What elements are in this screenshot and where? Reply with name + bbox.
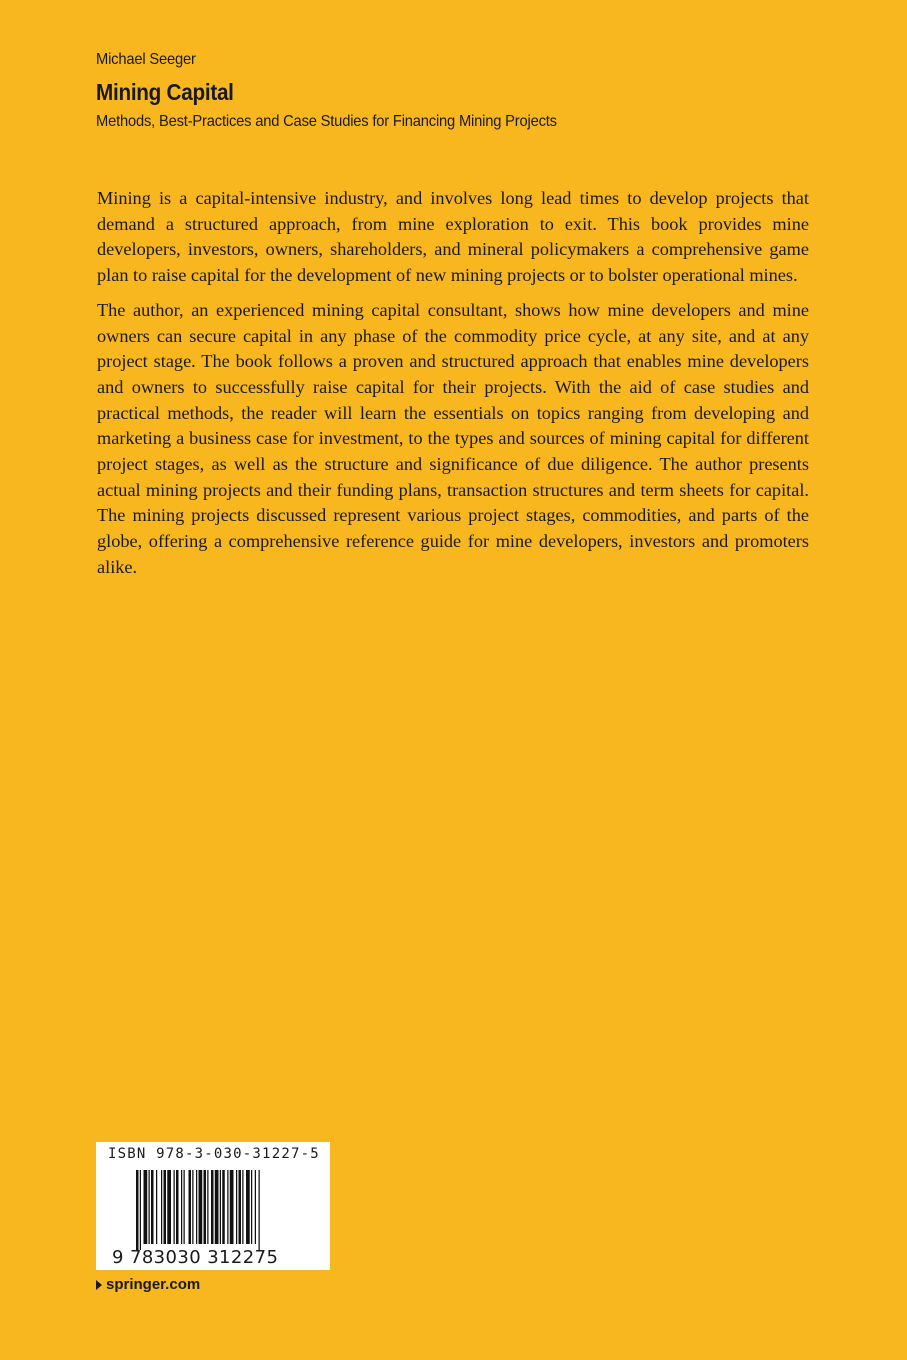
barcode-bar <box>167 1170 171 1244</box>
barcode-bar <box>211 1170 214 1244</box>
barcode-bar <box>251 1170 252 1244</box>
barcode-bar <box>189 1170 192 1244</box>
barcode-bar <box>151 1170 154 1244</box>
barcode-bar <box>227 1170 228 1244</box>
publisher-site: springer.com <box>106 1276 201 1293</box>
barcode-bar <box>222 1170 225 1244</box>
barcode-bar <box>184 1170 185 1244</box>
barcode-bar <box>242 1170 243 1244</box>
barcode-bar <box>207 1170 208 1244</box>
barcode-bar <box>149 1170 150 1244</box>
isbn-barcode <box>96 1142 330 1270</box>
barcode-bar <box>199 1170 203 1244</box>
barcode-bar <box>176 1170 179 1244</box>
isbn-label: ISBN 978-3-030-31227-5 <box>108 1146 320 1162</box>
barcode-bar <box>192 1170 193 1244</box>
barcode-bar <box>215 1170 219 1244</box>
book-title: Mining Capital <box>96 79 234 105</box>
description-paragraph-2: The author, an experienced mining capital consultant, shows how mine developers and mine owners can secure capital in any phase of the commodity price cycle, at any site, and at any project stage. The book follows a proven and structured approach that enables mine developers and owners to successfully raise capital for their projects. With the aid of case studies and practical methods, the reader will learn the essentials on topics ranging from developing and marketing a business case for investment, to the types and sources of mining capital for different project stages, as well as the structure and significance of due diligence. The author presents actual mining projects and their funding plans, transaction structures and term sheets for capital. The mining projects discussed represent various project stages, commodities, and parts of the globe, offering a comprehensive reference guide for mine developers, investors and promoters alike. <box>97 299 809 577</box>
barcode-digits: 9 783030 312275 <box>112 1247 279 1268</box>
description-paragraph-1: Mining is a capital-intensive industry, and involves long lead times to develop projects that demand a structured approach, from mine exploration to exit. This book provides mine developers, investors, owners, shareholders, and mineral policymakers a comprehensive game plan to raise capital for the development of new mining projects or to bolster operational mines. <box>97 188 809 286</box>
barcode-bar <box>140 1170 141 1250</box>
barcode-bar <box>220 1170 221 1244</box>
barcode-bar <box>236 1170 237 1244</box>
barcode-bar <box>136 1170 139 1250</box>
barcode-bar <box>259 1170 260 1250</box>
book-description <box>97 186 809 590</box>
barcode-bar <box>161 1170 162 1244</box>
barcode-bar <box>181 1170 182 1244</box>
cover-header <box>96 50 856 132</box>
book-subtitle: Methods, Best-Practices and Case Studies for Financing Mining Projects <box>96 113 557 130</box>
barcode-bar <box>255 1170 256 1244</box>
barcode-bar <box>246 1170 250 1244</box>
barcode-bar <box>144 1170 148 1244</box>
barcode-bar <box>174 1170 175 1244</box>
barcode-bar <box>164 1170 167 1244</box>
barcode-bar <box>196 1170 197 1244</box>
barcode-bar <box>204 1170 207 1244</box>
author-name: Michael Seeger <box>96 51 196 68</box>
barcode-bar <box>230 1170 234 1244</box>
triangle-right-icon <box>96 1280 102 1290</box>
barcode-bar <box>156 1170 157 1244</box>
barcode-bar <box>239 1170 242 1244</box>
publisher-link[interactable] <box>96 1276 200 1293</box>
